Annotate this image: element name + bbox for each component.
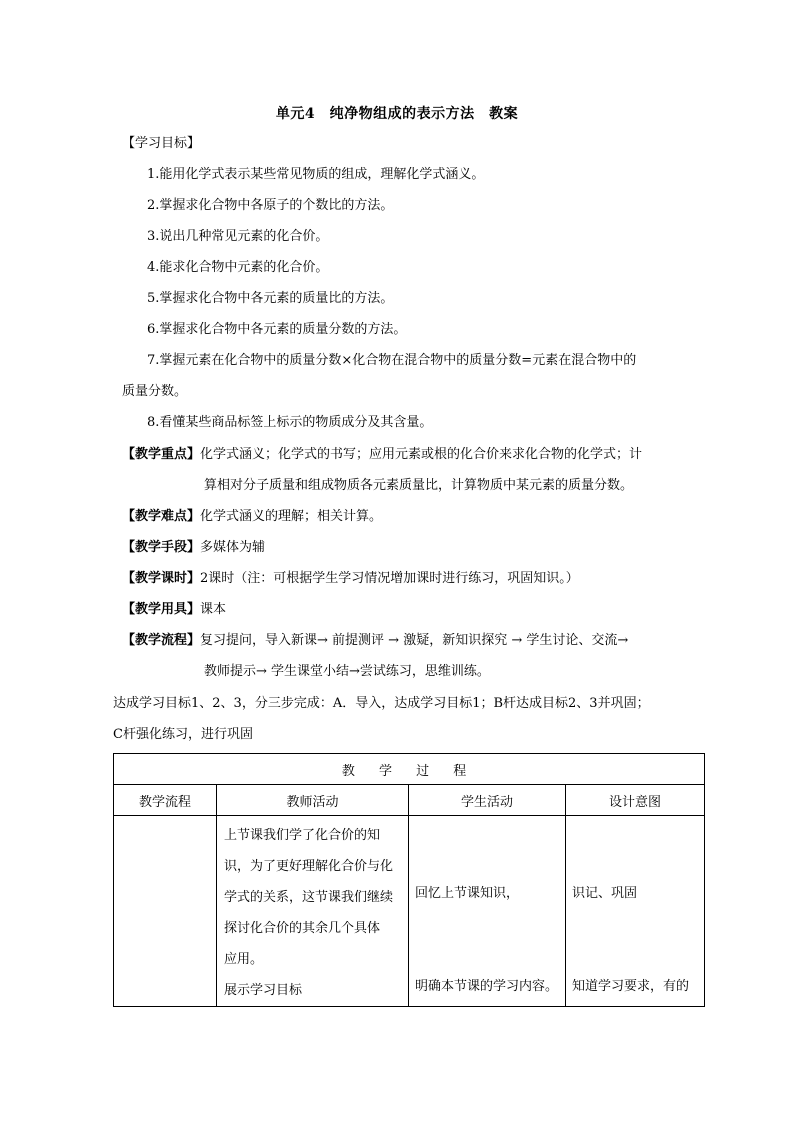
teacher-line: 应用。 (224, 952, 264, 967)
teaching-process-table (113, 753, 705, 1007)
flow-label: 【教学流程】 (122, 633, 201, 648)
hours-label: 【教学课时】 (122, 571, 201, 586)
cell-process (114, 816, 217, 1007)
tools-row (122, 601, 226, 619)
difficulties-label: 【教学难点】 (122, 509, 201, 524)
key-points-label: 【教学重点】 (122, 447, 201, 462)
key-points-text: 化学式涵义；化学式的书写；应用元素或根的化合价来求化合物的化学式；计 (200, 447, 643, 462)
means-text: 多媒体为辅 (200, 540, 266, 555)
header-student-activity: 学生活动 (409, 785, 566, 816)
table-row (114, 816, 705, 1007)
cell-student-activity (409, 816, 566, 1007)
header-teacher-activity: 教师活动 (217, 785, 409, 816)
means-label: 【教学手段】 (122, 540, 201, 555)
header-process: 教学流程 (114, 785, 217, 816)
table-caption: 教 学 过 程 (114, 754, 705, 785)
key-points-text-continued: 算相对分子质量和组成物质各元素质量比，计算物质中某元素的质量分数。 (204, 478, 634, 493)
summary-line-2: C杆强化练习，进行巩固 (113, 727, 253, 742)
means-row (122, 539, 265, 557)
teacher-line: 识，为了更好理解化合价与化 (224, 859, 394, 874)
hours-text: 2课时（注：可根据学生学习情况增加课时进行练习，巩固知识。） (200, 571, 579, 586)
objectives-heading: 【学习目标】 (122, 136, 201, 151)
flow-text-continued: 教师提示→ 学生课堂小结→尝试练习，思维训练。 (204, 664, 490, 679)
objective-6: 6.掌握求化合物中各元素的质量分数的方法。 (147, 322, 407, 337)
hours-row (122, 570, 579, 588)
flow-row (122, 632, 628, 650)
objective-7-continued: 质量分数。 (122, 384, 188, 399)
objective-1: 1.能用化学式表示某些常见物质的组成，理解化学式涵义。 (147, 167, 485, 182)
cell-design-intent (566, 816, 705, 1007)
tools-text: 课本 (200, 602, 227, 617)
difficulties-text: 化学式涵义的理解；相关计算。 (200, 509, 383, 524)
difficulties-row (122, 508, 382, 526)
objective-8: 8.看懂某些商品标签上标示的物质成分及其含量。 (147, 415, 433, 430)
objective-5: 5.掌握求化合物中各元素的质量比的方法。 (147, 291, 394, 306)
cell-teacher-activity (217, 816, 409, 1007)
page-title: 单元4 纯净物组成的表示方法 教案 (275, 106, 519, 122)
teacher-line: 上节课我们学了化合价的知 (224, 828, 381, 843)
teacher-line: 展示学习目标 (224, 983, 303, 998)
objective-2: 2.掌握求化合物中各原子的个数比的方法。 (147, 198, 394, 213)
key-points-row (122, 446, 642, 464)
design-intent-2: 知道学习要求，有的 (572, 979, 690, 994)
tools-label: 【教学用具】 (122, 602, 201, 617)
flow-text: 复习提问，导入新课→ 前提测评 → 激疑，新知识探究 → 学生讨论、交流→ (200, 633, 629, 648)
header-design-intent: 设计意图 (566, 785, 705, 816)
objective-3: 3.说出几种常见元素的化合价。 (147, 229, 329, 244)
objective-7: 7.掌握元素在化合物中的质量分数×化合物在混合物中的质量分数=元素在混合物中的 (147, 353, 637, 368)
student-activity-2: 明确本节课的学习内容。 (415, 979, 559, 994)
teacher-line: 学式的关系，这节课我们继续 (224, 890, 394, 905)
summary-line-1: 达成学习目标1、2、3，分三步完成：A．导入，达成学习目标1；B杆达成目标2、3并巩固； (113, 696, 650, 711)
teacher-line: 探讨化合价的其余几个具体 (224, 921, 381, 936)
objective-4: 4.能求化合物中元素的化合价。 (147, 260, 329, 275)
design-intent-1: 识记、巩固 (572, 886, 638, 901)
student-activity-1: 回忆上节课知识， (415, 886, 520, 901)
